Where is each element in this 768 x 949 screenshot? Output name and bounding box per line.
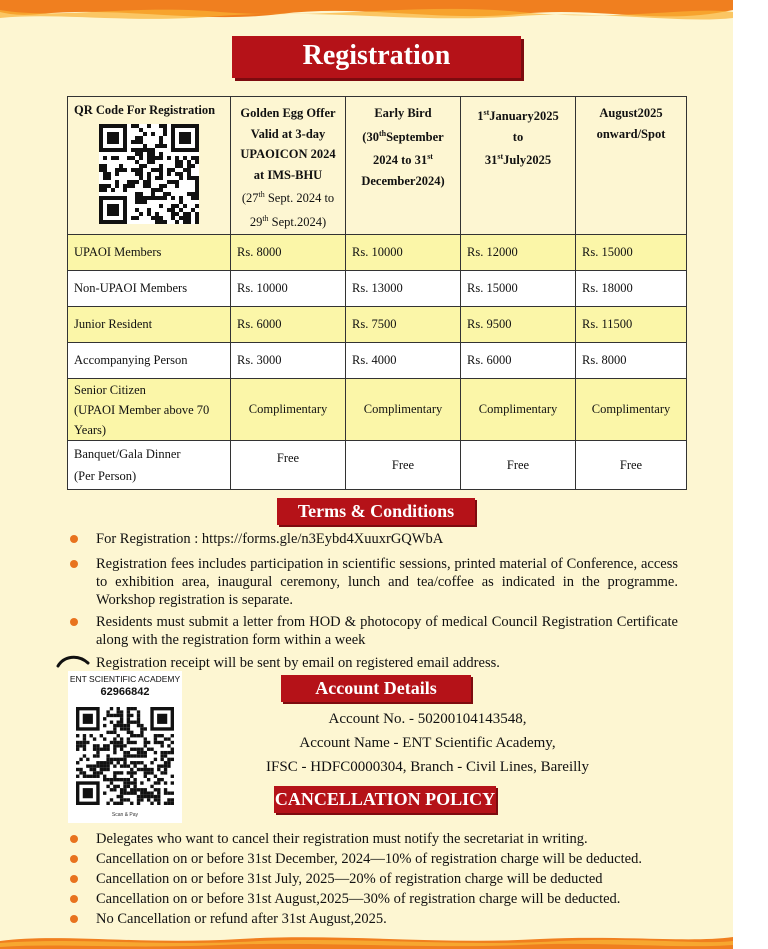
account-ifsc: IFSC - HDFC0000304, Branch - Civil Lines, Bareilly bbox=[266, 759, 589, 775]
row-label: Non-UPAOI Members bbox=[68, 271, 231, 307]
cancellation-item-text: Cancellation on or before 31st July, 2025—20% of registration charge will be deducted bbox=[96, 871, 603, 887]
bullet-icon bbox=[70, 560, 78, 568]
fee-cell: Rs. 10000 bbox=[346, 235, 461, 271]
terms-item-text: Residents must submit a letter from HOD & photocopy of medical Council Registration Certificate along with the registration form within a week bbox=[96, 614, 678, 648]
col-line: to bbox=[512, 129, 524, 144]
row-label bbox=[68, 379, 231, 441]
fee-cell: Rs. 9500 bbox=[461, 307, 576, 343]
row-label-line: Years) bbox=[74, 422, 107, 437]
fee-cell: Rs. 15000 bbox=[461, 271, 576, 307]
column-header-golden-egg bbox=[231, 97, 346, 235]
table-row bbox=[68, 271, 687, 307]
col-line: August2025 bbox=[599, 106, 663, 120]
fee-cell: Free bbox=[231, 441, 346, 490]
col-line: UPAOICON 2024 bbox=[240, 147, 336, 161]
col-line: Valid at 3-day bbox=[250, 126, 326, 141]
col-line: (30thSeptember bbox=[362, 128, 444, 144]
row-label: Accompanying Person bbox=[68, 343, 231, 379]
fee-cell: Rs. 4000 bbox=[346, 343, 461, 379]
cancellation-item-text: Cancellation on or before 31st August,2025—30% of registration charge will be deducted. bbox=[96, 891, 621, 907]
table-row bbox=[68, 235, 687, 271]
fee-cell: Free bbox=[461, 441, 576, 490]
bullet-icon bbox=[70, 618, 78, 626]
terms-item-text: For Registration : https://forms.gle/n3Eybd4XuuxrGQWbA bbox=[96, 531, 444, 547]
account-heading: Account Details bbox=[281, 675, 471, 702]
fee-cell: Rs. 11500 bbox=[576, 307, 687, 343]
terms-item-text: Registration receipt will be sent by email on registered email address. bbox=[96, 655, 500, 671]
table-row bbox=[68, 379, 687, 441]
payee-name: ENT SCIENTIFIC ACADEMY bbox=[69, 674, 181, 684]
table-header-row bbox=[68, 97, 687, 235]
table-row bbox=[68, 441, 687, 490]
col-line: Golden Egg Offer bbox=[240, 106, 336, 120]
col-line: 2024 to 31st bbox=[373, 152, 433, 168]
fee-cell: Free bbox=[576, 441, 687, 490]
col-line: 1stJanuary2025 bbox=[477, 108, 559, 124]
fee-cell: Rs. 15000 bbox=[576, 235, 687, 271]
row-label: UPAOI Members bbox=[68, 235, 231, 271]
account-number: Account No. - 50200104143548, bbox=[328, 711, 527, 727]
fee-cell: Rs. 12000 bbox=[461, 235, 576, 271]
col-line: December2024) bbox=[361, 173, 445, 188]
top-wave-border bbox=[0, 0, 733, 26]
col-line: 29th Sept.2024) bbox=[249, 213, 327, 229]
registration-qr-code[interactable] bbox=[97, 124, 201, 224]
terms-heading: Terms & Conditions bbox=[277, 498, 475, 525]
fee-cell: Complimentary bbox=[576, 379, 687, 441]
fee-cell: Rs. 8000 bbox=[231, 235, 346, 271]
fee-cell: Rs. 13000 bbox=[346, 271, 461, 307]
cancellation-item-text: No Cancellation or refund after 31st August,2025. bbox=[96, 911, 387, 927]
fee-cell: Rs. 6000 bbox=[461, 343, 576, 379]
bottom-wave-border bbox=[0, 931, 733, 949]
fee-cell: Rs. 18000 bbox=[576, 271, 687, 307]
row-label-line: (Per Person) bbox=[74, 469, 137, 483]
curved-arrow-icon bbox=[56, 654, 92, 668]
column-header-early-bird bbox=[346, 97, 461, 235]
row-label-line: Senior Citizen bbox=[74, 382, 146, 397]
col-line: at IMS-BHU bbox=[253, 167, 323, 182]
bullet-icon bbox=[70, 535, 78, 543]
column-header-august-spot bbox=[576, 97, 687, 235]
col-line: 31stJuly2025 bbox=[484, 152, 552, 168]
bullet-icon bbox=[70, 835, 78, 843]
payment-qr-code[interactable] bbox=[76, 707, 174, 805]
fee-cell: Rs. 6000 bbox=[231, 307, 346, 343]
row-label: Junior Resident bbox=[68, 307, 231, 343]
cancellation-heading: CANCELLATION POLICY bbox=[274, 786, 496, 813]
bullet-icon bbox=[70, 875, 78, 883]
column-header-jan-july bbox=[461, 97, 576, 235]
row-label-line: (UPAOI Member above 70 bbox=[74, 402, 210, 417]
fee-cell: Complimentary bbox=[231, 379, 346, 441]
bullet-icon bbox=[70, 895, 78, 903]
cancellation-item-text: Delegates who want to cancel their registration must notify the secretariat in writing. bbox=[96, 831, 588, 847]
col-line: (27th Sept. 2024 to bbox=[241, 190, 335, 206]
fee-cell: Complimentary bbox=[346, 379, 461, 441]
fee-cell: Rs. 8000 bbox=[576, 343, 687, 379]
payment-qr-card bbox=[68, 671, 182, 823]
col-line: Early Bird bbox=[374, 106, 432, 120]
qr-header-label: QR Code For Registration bbox=[74, 103, 216, 117]
row-label-line: Banquet/Gala Dinner bbox=[74, 447, 181, 461]
table-row bbox=[68, 343, 687, 379]
scan-pay-caption: Scan & Pay bbox=[111, 812, 139, 818]
fee-cell: Free bbox=[346, 441, 461, 490]
payee-number: 62966842 bbox=[100, 686, 150, 698]
terms-item-text: Registration fees includes participation in scientific sessions, printed material of Conference, access to exhibition area, inaugural ceremony, lunch and tea/coffee as indicated in the programme. Workshop registration is separate. bbox=[96, 556, 678, 608]
table-row bbox=[68, 307, 687, 343]
row-label bbox=[68, 441, 231, 490]
cancellation-item-text: Cancellation on or before 31st December, 2024—10% of registration charge will be deducted. bbox=[96, 851, 642, 867]
registration-fee-table bbox=[67, 96, 687, 490]
fee-cell: Complimentary bbox=[461, 379, 576, 441]
bullet-icon bbox=[70, 855, 78, 863]
page-title: Registration bbox=[232, 36, 521, 78]
qr-header-cell bbox=[68, 97, 231, 235]
col-line: onward/Spot bbox=[596, 126, 666, 141]
fee-cell: Rs. 3000 bbox=[231, 343, 346, 379]
account-name: Account Name - ENT Scientific Academy, bbox=[299, 735, 556, 751]
fee-cell: Rs. 7500 bbox=[346, 307, 461, 343]
bullet-icon bbox=[70, 915, 78, 923]
fee-cell: Rs. 10000 bbox=[231, 271, 346, 307]
